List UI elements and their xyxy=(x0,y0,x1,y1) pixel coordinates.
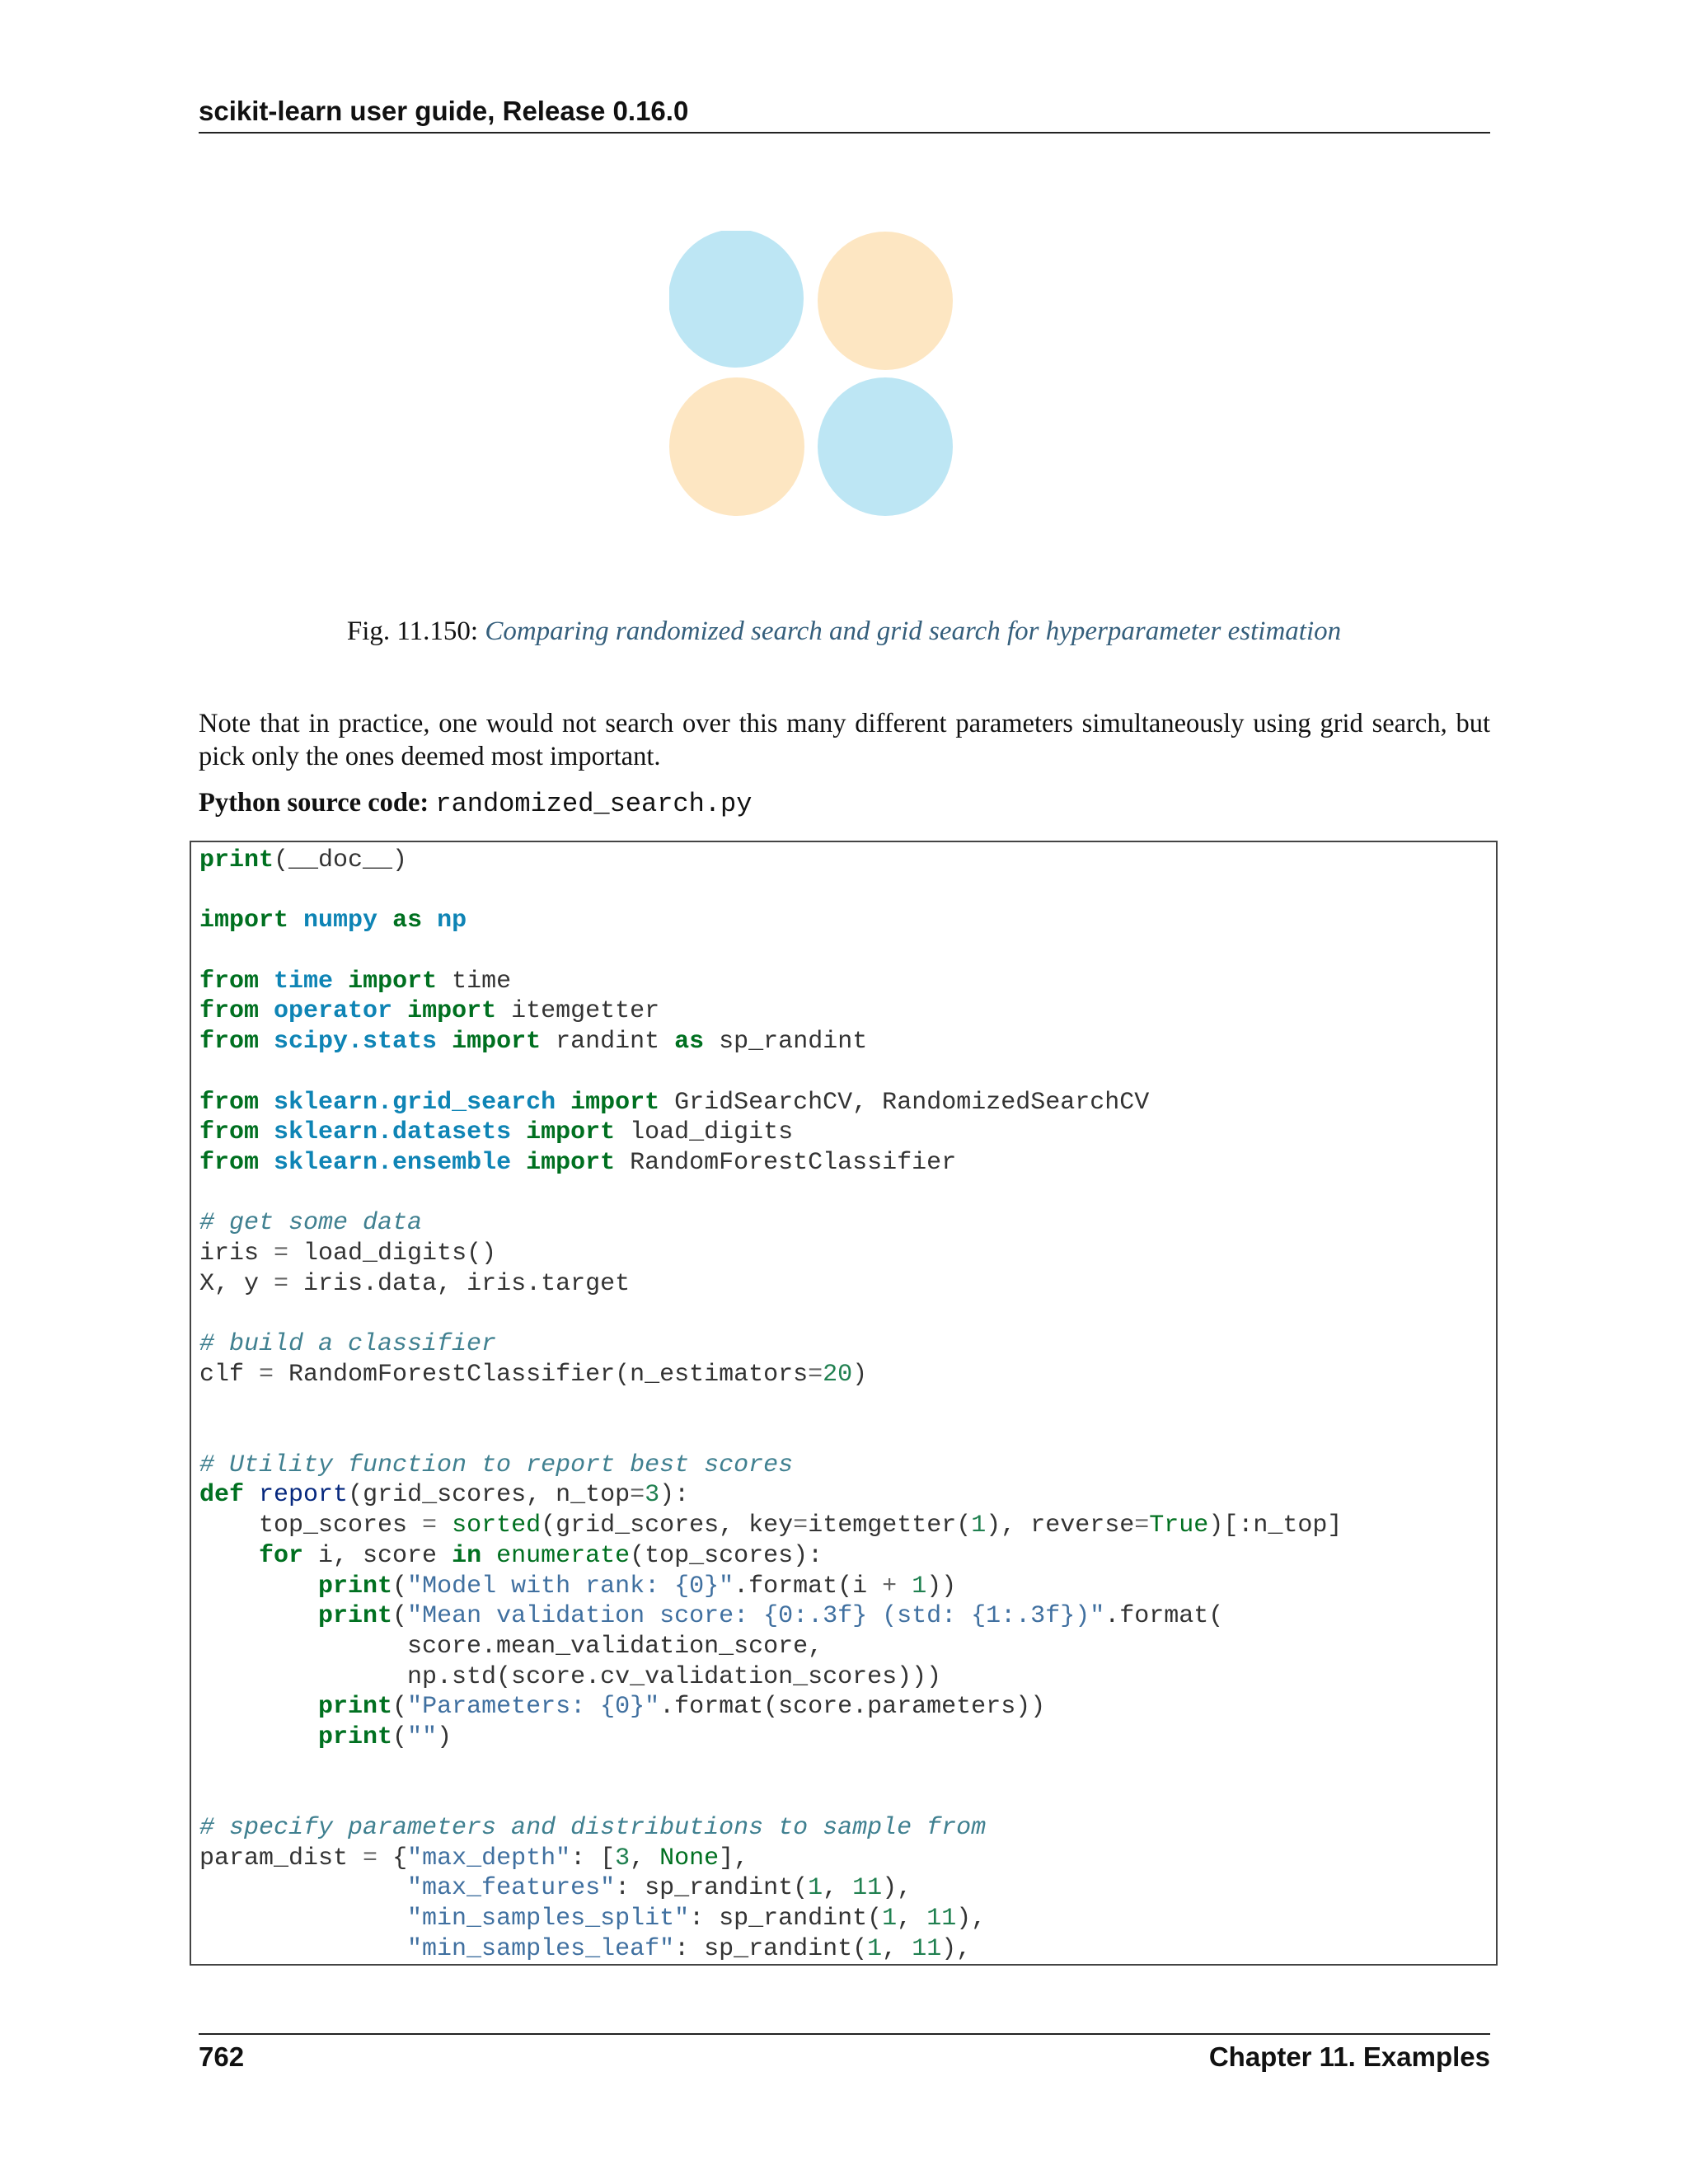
code-token: time xyxy=(437,967,512,996)
code-line xyxy=(199,1873,1496,1904)
figure-plot xyxy=(669,231,966,527)
code-token: = xyxy=(793,1511,809,1540)
code-token: X, y xyxy=(199,1269,274,1298)
code-token: "Model with rank: {0}" xyxy=(407,1572,734,1601)
code-token: 3 xyxy=(645,1481,660,1510)
code-line xyxy=(199,1844,1496,1874)
code-token: import xyxy=(526,1148,616,1177)
code-token: sklearn.datasets xyxy=(274,1118,512,1147)
code-token: = xyxy=(422,1511,438,1540)
code-token: 20 xyxy=(823,1360,853,1389)
code-token: np xyxy=(437,907,467,935)
code-token: ) xyxy=(437,1722,452,1751)
code-token xyxy=(259,1089,274,1117)
code-token: = xyxy=(259,1360,274,1389)
code-token: = xyxy=(808,1360,823,1389)
code-token: in xyxy=(452,1541,482,1570)
code-token xyxy=(199,1542,259,1570)
code-line xyxy=(199,1118,1496,1148)
code-token: print xyxy=(199,846,274,874)
code-token xyxy=(259,1149,274,1177)
code-token: sklearn.ensemble xyxy=(274,1148,512,1177)
code-token: ( xyxy=(392,1602,408,1631)
code-token: , xyxy=(897,1905,927,1933)
code-token: True xyxy=(1149,1511,1209,1540)
code-token xyxy=(481,1542,496,1570)
source-filename-link[interactable]: randomized_search.py xyxy=(435,789,753,819)
code-token xyxy=(377,907,392,935)
code-line xyxy=(199,996,1496,1027)
code-token xyxy=(199,1602,318,1630)
blob-bottom-right xyxy=(818,377,953,516)
code-token: , xyxy=(630,1844,660,1872)
code-token xyxy=(199,1905,407,1933)
code-line xyxy=(199,1329,1496,1360)
code-token: 1 xyxy=(882,1905,898,1933)
code-token: (grid_scores, key xyxy=(541,1511,794,1540)
code-token: : sp_randint( xyxy=(689,1905,883,1933)
code-token: ( xyxy=(392,1572,408,1601)
code-line xyxy=(199,1783,1496,1813)
code-line xyxy=(199,1360,1496,1390)
code-token: (grid_scores, n_top xyxy=(348,1481,631,1510)
code-line xyxy=(199,1420,1496,1451)
code-token: "max_depth" xyxy=(407,1844,571,1872)
code-token: from xyxy=(199,967,260,996)
code-token: sorted xyxy=(452,1511,542,1540)
code-token: , xyxy=(882,1934,912,1963)
code-token: time xyxy=(274,967,334,996)
code-line xyxy=(199,1934,1496,1965)
code-token: ), reverse xyxy=(986,1511,1135,1540)
code-token xyxy=(437,1028,452,1056)
code-token: print xyxy=(318,1693,393,1722)
code-token xyxy=(897,1572,912,1601)
code-token: enumerate xyxy=(496,1541,631,1570)
code-token: { xyxy=(377,1844,408,1872)
code-token: "Mean validation score: {0:.3f} (std: {1:.3f})" xyxy=(407,1602,1105,1631)
code-line xyxy=(199,936,1496,967)
code-token: scipy.stats xyxy=(274,1028,438,1057)
code-token: : [ xyxy=(570,1844,616,1872)
blob-bottom-left xyxy=(669,377,804,516)
code-token: "max_features" xyxy=(407,1874,616,1903)
code-token: numpy xyxy=(303,907,378,935)
code-block xyxy=(190,841,1498,1966)
code-token: randint xyxy=(541,1028,675,1057)
code-token: load_digits xyxy=(615,1118,794,1147)
code-token: clf xyxy=(199,1360,260,1389)
code-line xyxy=(199,1813,1496,1844)
caption-link[interactable]: Comparing randomized search and grid search for hyperparameter estimation xyxy=(485,616,1342,646)
code-line xyxy=(199,1299,1496,1329)
code-token: top_scores xyxy=(199,1511,423,1540)
page-header xyxy=(199,92,1490,134)
code-line xyxy=(199,1451,1496,1481)
code-token xyxy=(259,1028,274,1056)
code-line xyxy=(199,1390,1496,1420)
code-line xyxy=(199,1057,1496,1088)
code-token xyxy=(244,1481,259,1509)
code-token: report xyxy=(259,1481,349,1510)
code-token: operator xyxy=(274,997,393,1026)
code-line xyxy=(199,967,1496,997)
code-token: 3 xyxy=(615,1844,631,1872)
code-line xyxy=(199,1632,1496,1662)
code-token: def xyxy=(199,1481,245,1510)
code-token: = xyxy=(630,1481,645,1510)
code-token xyxy=(422,907,437,935)
code-token: import xyxy=(407,997,497,1026)
code-line xyxy=(199,1208,1496,1239)
code-token: RandomForestClassifier xyxy=(615,1148,957,1177)
code-token: # get some data xyxy=(199,1209,423,1238)
code-token: as xyxy=(392,907,423,935)
code-line xyxy=(199,1239,1496,1269)
code-token: iris.data, iris.target xyxy=(288,1269,631,1298)
figure-caption xyxy=(0,616,1688,647)
code-token: = xyxy=(1134,1511,1150,1540)
code-token: = xyxy=(274,1239,289,1268)
code-token xyxy=(511,1118,526,1146)
code-token: import xyxy=(348,967,438,996)
code-token: .format(i xyxy=(734,1572,883,1601)
code-line xyxy=(199,906,1496,936)
code-token: "Parameters: {0}" xyxy=(407,1693,660,1722)
code-token: = xyxy=(274,1269,289,1298)
code-token: 1 xyxy=(867,1934,883,1963)
code-token xyxy=(556,1089,570,1117)
code-token: ), xyxy=(941,1934,972,1963)
code-token: , xyxy=(823,1874,853,1903)
code-token: 1 xyxy=(808,1874,823,1903)
code-token: import xyxy=(570,1088,660,1117)
code-token: iris xyxy=(199,1239,274,1268)
code-token xyxy=(259,997,274,1025)
code-token: # specify parameters and distributions to sample from xyxy=(199,1814,987,1842)
code-line xyxy=(199,1027,1496,1057)
code-token: 11 xyxy=(926,1905,957,1933)
code-token: .format(score.parameters)) xyxy=(659,1693,1046,1722)
code-token xyxy=(288,907,303,935)
code-token xyxy=(199,1693,318,1721)
code-token: 1 xyxy=(912,1572,927,1601)
code-token: from xyxy=(199,1148,260,1177)
code-listing xyxy=(191,842,1496,1964)
code-line xyxy=(199,1722,1496,1753)
code-token: from xyxy=(199,997,260,1026)
code-token: score.mean_validation_score, xyxy=(199,1632,823,1661)
code-token: (__doc__) xyxy=(274,846,408,874)
chapter-label: Chapter 11. Examples xyxy=(1208,2041,1490,2072)
code-token xyxy=(437,1511,452,1540)
header-title: scikit-learn user guide, Release 0.16.0 xyxy=(199,96,689,126)
code-token: sp_randint xyxy=(704,1028,868,1057)
code-token: # build a classifier xyxy=(199,1330,497,1358)
code-token: ), xyxy=(882,1874,912,1903)
code-token: sklearn.grid_search xyxy=(274,1088,556,1117)
code-line xyxy=(199,1692,1496,1722)
code-token xyxy=(199,1874,407,1902)
code-token xyxy=(199,1935,407,1963)
code-token: )) xyxy=(926,1572,957,1601)
code-line xyxy=(199,876,1496,907)
code-line xyxy=(199,1662,1496,1693)
code-token: : sp_randint( xyxy=(615,1874,809,1903)
code-token: itemgetter( xyxy=(808,1511,972,1540)
code-token: 1 xyxy=(971,1511,987,1540)
code-line xyxy=(199,1572,1496,1602)
code-line xyxy=(199,1088,1496,1118)
code-token: for xyxy=(259,1541,304,1570)
code-line xyxy=(199,1904,1496,1934)
code-token xyxy=(259,968,274,996)
code-token: ], xyxy=(719,1844,749,1872)
code-line xyxy=(199,1148,1496,1179)
code-token: ), xyxy=(956,1905,987,1933)
blob-top-right xyxy=(818,232,953,370)
code-token: from xyxy=(199,1118,260,1147)
code-token: from xyxy=(199,1088,260,1117)
source-line xyxy=(199,788,752,819)
code-token: : sp_randint( xyxy=(674,1934,868,1963)
code-token: 11 xyxy=(852,1874,883,1903)
code-line xyxy=(199,1480,1496,1511)
code-token: .format( xyxy=(1104,1602,1224,1631)
code-token: from xyxy=(199,1028,260,1057)
code-token: i, score xyxy=(303,1541,452,1570)
code-line xyxy=(199,1541,1496,1572)
source-label: Python source code: xyxy=(199,788,429,818)
code-token: 11 xyxy=(912,1934,942,1963)
body-paragraph: Note that in practice, one would not search over this many different parameters simultaneously using grid search, but pick only the ones deemed most important. xyxy=(199,709,1490,771)
code-token xyxy=(333,968,348,996)
code-token xyxy=(259,1118,274,1146)
code-line xyxy=(199,1601,1496,1632)
code-token: ( xyxy=(392,1693,408,1722)
code-token: as xyxy=(674,1028,705,1057)
code-token: print xyxy=(318,1572,393,1601)
code-token: "min_samples_leaf" xyxy=(407,1934,675,1963)
code-token: ) xyxy=(852,1360,868,1389)
code-token: (top_scores): xyxy=(630,1541,823,1570)
code-token: itemgetter xyxy=(496,997,660,1026)
decision-regions-image xyxy=(669,231,966,527)
code-token: np.std(score.cv_validation_scores))) xyxy=(199,1662,942,1691)
code-token: + xyxy=(882,1572,898,1601)
code-token: import xyxy=(452,1028,542,1057)
code-line xyxy=(199,1179,1496,1209)
code-token: # Utility function to report best scores xyxy=(199,1451,794,1479)
code-line xyxy=(199,1753,1496,1783)
caption-label: Fig. 11.150: xyxy=(346,616,485,646)
code-token: )[:n_top] xyxy=(1208,1511,1343,1540)
code-token: import xyxy=(199,907,289,935)
code-token: "min_samples_split" xyxy=(407,1905,690,1933)
code-line xyxy=(199,1511,1496,1541)
code-token xyxy=(199,1723,318,1751)
code-token: ( xyxy=(392,1722,408,1751)
code-token: GridSearchCV, RandomizedSearchCV xyxy=(659,1088,1150,1117)
page-number: 762 xyxy=(199,2041,245,2072)
code-token: load_digits() xyxy=(288,1239,497,1268)
code-token: None xyxy=(659,1844,720,1872)
code-token: ): xyxy=(659,1481,690,1510)
code-token xyxy=(392,997,407,1025)
code-line xyxy=(199,846,1496,876)
code-token: print xyxy=(318,1722,393,1751)
code-token: print xyxy=(318,1602,393,1631)
code-token xyxy=(199,1572,318,1601)
blob-top-left xyxy=(669,231,804,368)
page-footer xyxy=(199,2033,1490,2072)
code-token: RandomForestClassifier(n_estimators xyxy=(274,1360,809,1389)
code-token xyxy=(511,1149,526,1177)
code-token: import xyxy=(526,1118,616,1147)
code-line xyxy=(199,1269,1496,1300)
code-token: = xyxy=(363,1844,378,1872)
code-token: param_dist xyxy=(199,1844,363,1872)
code-token: "" xyxy=(407,1722,438,1751)
